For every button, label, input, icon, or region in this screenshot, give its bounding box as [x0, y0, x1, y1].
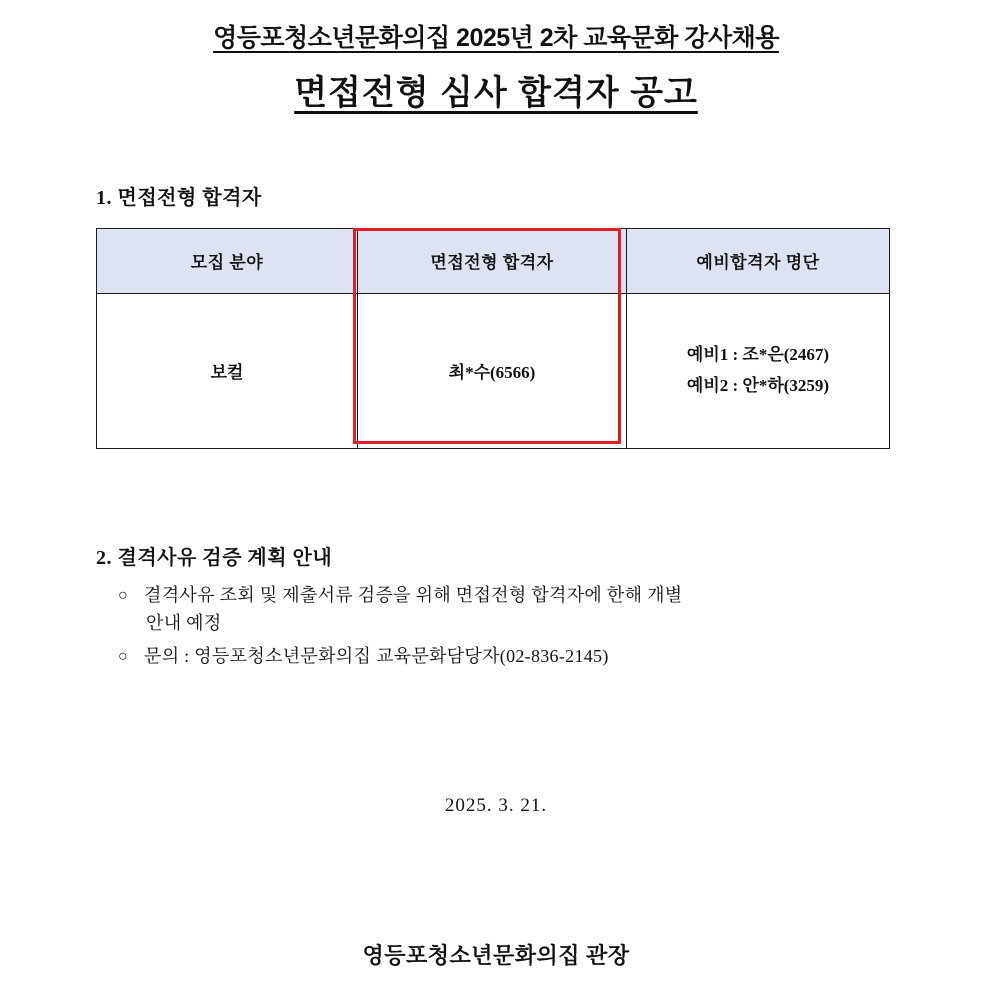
- section-2-bullet-list: [118, 582, 896, 672]
- table-row: [97, 293, 890, 448]
- section-2-heading: 2. 결격사유 검증 계획 안내: [96, 546, 333, 569]
- section-1-heading: 1. 면접전형 합격자: [96, 186, 262, 209]
- table-header-row: [97, 228, 890, 293]
- list-item-text: [144, 582, 854, 638]
- list-item-line-1: 문의 : 영등포청소년문화의집 교육문화담당자(02-836-2145): [144, 646, 609, 667]
- column-header-reserve: 예비합격자 명단: [627, 228, 890, 293]
- document-header: [0, 0, 992, 115]
- list-item-line-1: 결격사유 조회 및 제출서류 검증을 위해 면접전형 합격자에 한해 개별: [144, 584, 683, 605]
- reserve-entry-2: 예비2 : 안*하(3259): [686, 375, 830, 395]
- page-title: 면접전형 심사 합격자 공고: [294, 73, 698, 112]
- circle-bullet-icon: ○: [118, 586, 128, 604]
- list-item-text: [144, 643, 854, 671]
- cell-passer: 최*수(6566): [358, 293, 627, 448]
- issuer-signature: 영등포청소년문화의집 관장: [362, 943, 630, 969]
- results-table: [96, 228, 890, 449]
- list-item: [118, 582, 896, 638]
- list-item: [118, 643, 896, 671]
- issue-date: 2025. 3. 21.: [444, 795, 548, 817]
- section-2: [96, 541, 896, 672]
- reserve-entry-1: 예비1 : 조*은(2467): [686, 345, 830, 365]
- list-item-line-2: 안내 예정: [146, 612, 222, 633]
- circle-bullet-icon: ○: [118, 648, 128, 666]
- document-subtitle: 영등포청소년문화의집 2025년 2차 교육문화 강사채용: [213, 24, 779, 52]
- section-1: [96, 181, 896, 210]
- column-header-passer: 면접전형 합격자: [358, 228, 627, 293]
- results-table-wrapper: [96, 228, 896, 449]
- cell-field: 보컬: [97, 293, 358, 448]
- column-header-field: 모집 분야: [97, 228, 358, 293]
- cell-reserve-list: [627, 293, 890, 448]
